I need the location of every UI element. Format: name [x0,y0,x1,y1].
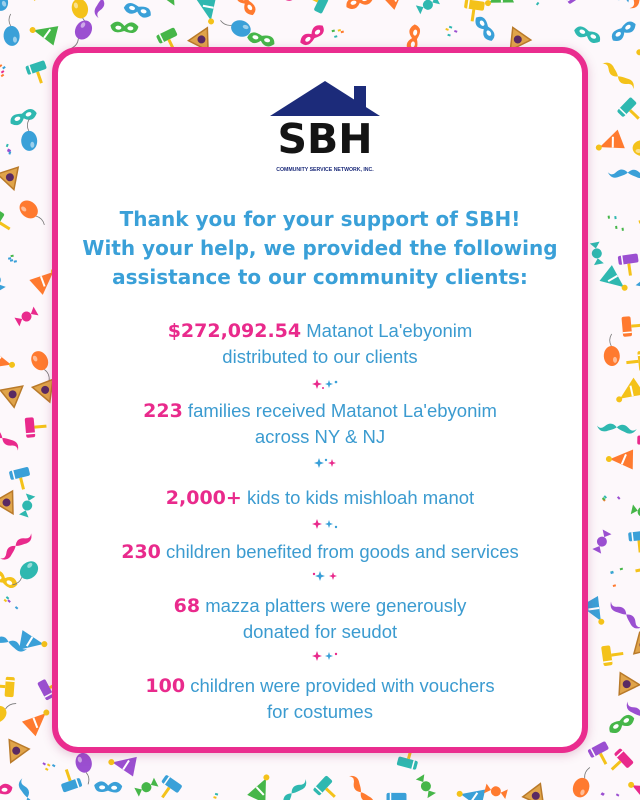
stat-costume-vouchers [68,673,572,724]
hat-icon [0,349,18,375]
balloon-icon [16,197,50,230]
stat-text: children were provided with vouchers [185,675,495,696]
hat-icon [611,378,640,410]
house-roof-icon [268,78,382,118]
stat-value: 2,000+ [165,487,242,509]
mask-icon [123,1,153,19]
mustache-icon [608,169,640,178]
stat-value: 223 [143,400,183,422]
confetti-icon [609,568,627,587]
hat-icon [592,130,624,158]
gragger-icon [618,253,640,277]
candy-icon [607,0,631,2]
balloon-icon [632,140,640,157]
hamantaschen-icon [1,740,29,767]
mustache-icon [600,60,636,92]
hamantaschen-icon [0,491,23,519]
mask-icon [609,19,638,44]
gragger-icon [634,557,640,581]
sparkle-divider-icon [312,570,340,582]
sparkle-divider-icon [312,650,340,662]
confetti-icon [601,489,620,508]
confetti-icon [8,254,17,264]
candy-icon [416,774,436,798]
balloon-icon [0,0,11,13]
balloon-icon [20,119,37,152]
balloon-icon [603,334,621,367]
gragger-icon [0,209,15,237]
mustache-icon [0,531,34,563]
gragger-icon [25,60,51,86]
gragger-icon [9,467,33,492]
candy-icon [631,504,640,519]
mask-icon [0,568,19,590]
gragger-icon [559,0,588,4]
candy-icon [14,307,38,327]
hamantaschen-icon [619,673,640,696]
mask-icon [94,781,122,793]
mask-icon [573,24,603,45]
candy-icon [134,778,158,797]
stat-text: children benefited from goods and services [160,541,519,562]
stat-value: $272,092.54 [167,320,302,342]
hamantaschen-icon [634,633,640,659]
hamantaschen-icon [523,784,553,800]
stat-mazza-platters [68,593,572,644]
stat-value: 68 [173,595,201,617]
gragger-icon [601,644,625,667]
mask-icon [267,0,297,3]
candy-icon [484,784,508,799]
stat-value: 100 [145,675,186,697]
mustache-icon [0,421,21,453]
gragger-icon [628,530,640,553]
stat-families [68,398,572,449]
gragger-icon [625,350,640,372]
stat-matanot-amount [68,318,572,369]
confetti-icon [332,27,345,38]
gragger-icon [387,793,407,800]
mask-icon [8,107,38,127]
confetti-icon [3,596,19,611]
gragger-icon [605,748,634,777]
candy-icon [416,0,440,14]
candy-icon [590,242,604,266]
content-card [52,47,588,753]
hat-icon [624,775,640,800]
gragger-icon [154,774,182,800]
stat-children-benefited [68,539,572,565]
stat-text: Matanot La'ebyonim [301,320,473,341]
stat-text-line2: donated for seudot [242,621,398,642]
mustache-icon [17,778,35,800]
confetti-icon [41,759,56,773]
candy-icon [0,268,6,292]
candy-icon [592,530,611,554]
stat-text-line2: distributed to our clients [222,346,418,367]
sparkle-divider-icon [312,457,340,469]
stat-text: mazza platters were generously [200,595,467,616]
gragger-icon [57,766,83,792]
mustache-icon [93,0,109,19]
mask-icon [233,0,258,17]
headline-line: Thank you for your support of SBH! [119,207,521,231]
hat-icon [197,0,222,26]
candy-icon [636,279,640,302]
stat-text: kids to kids mishloah manot [241,487,475,508]
stat-kids-mishloah [68,485,572,511]
stat-value: 230 [121,541,161,563]
mask-icon [298,22,327,47]
gragger-icon [587,741,615,769]
hat-icon [481,0,514,13]
stat-text: families received Matanot La'ebyonim [182,400,497,421]
hat-icon [22,703,55,736]
stat-text-line2: for costumes [267,701,373,722]
hamantaschen-icon [0,378,29,408]
balloon-icon [570,764,596,800]
confetti-icon [608,214,624,233]
hat-icon [606,449,633,469]
headline-line: assistance to our community clients: [112,265,528,289]
hamantaschen-icon [0,167,24,193]
hat-icon [247,770,277,800]
gragger-icon [303,0,331,14]
confetti-icon [4,144,14,155]
logo-tagline: COMMUNITY SERVICE NETWORK, INC. [276,167,374,173]
hat-icon [454,783,485,800]
hat-icon [107,752,137,777]
sparkle-divider-icon [312,378,340,390]
confetti-icon [597,787,621,800]
mustache-icon [276,777,310,800]
gragger-icon [617,97,640,126]
mask-icon [473,14,498,43]
confetti-icon [27,0,46,1]
stat-text-line2: across NY & NJ [254,426,386,447]
hat-icon [600,265,634,297]
mask-icon [607,712,637,735]
balloon-icon [0,696,20,727]
gragger-icon [25,416,48,438]
mask-icon [246,31,276,48]
mustache-icon [347,773,377,800]
balloon-icon [2,13,21,46]
confetti-icon [198,789,219,800]
hat-icon [27,20,58,46]
thank-you-headline [76,205,564,292]
mustache-icon [608,599,640,631]
balloon-icon [217,14,252,40]
mask-icon [344,0,374,11]
gragger-icon [621,315,640,337]
candy-icon [166,0,187,6]
confetti-icon [444,25,458,38]
sparkle-divider-icon [312,518,340,530]
mustache-icon [627,0,640,11]
gragger-icon [313,775,342,800]
headline-line: With your help, we provided the following [82,236,558,260]
mask-icon [110,21,139,33]
hat-icon [381,0,414,10]
confetti-icon [0,63,9,77]
confetti-icon [530,0,544,6]
hat-icon [629,45,640,78]
sbh-logo [264,78,386,198]
mustache-icon [596,422,637,434]
candy-icon [19,493,35,517]
logo-wordmark: SBH [277,115,373,163]
gragger-icon [0,676,15,697]
mask-icon [0,783,13,795]
